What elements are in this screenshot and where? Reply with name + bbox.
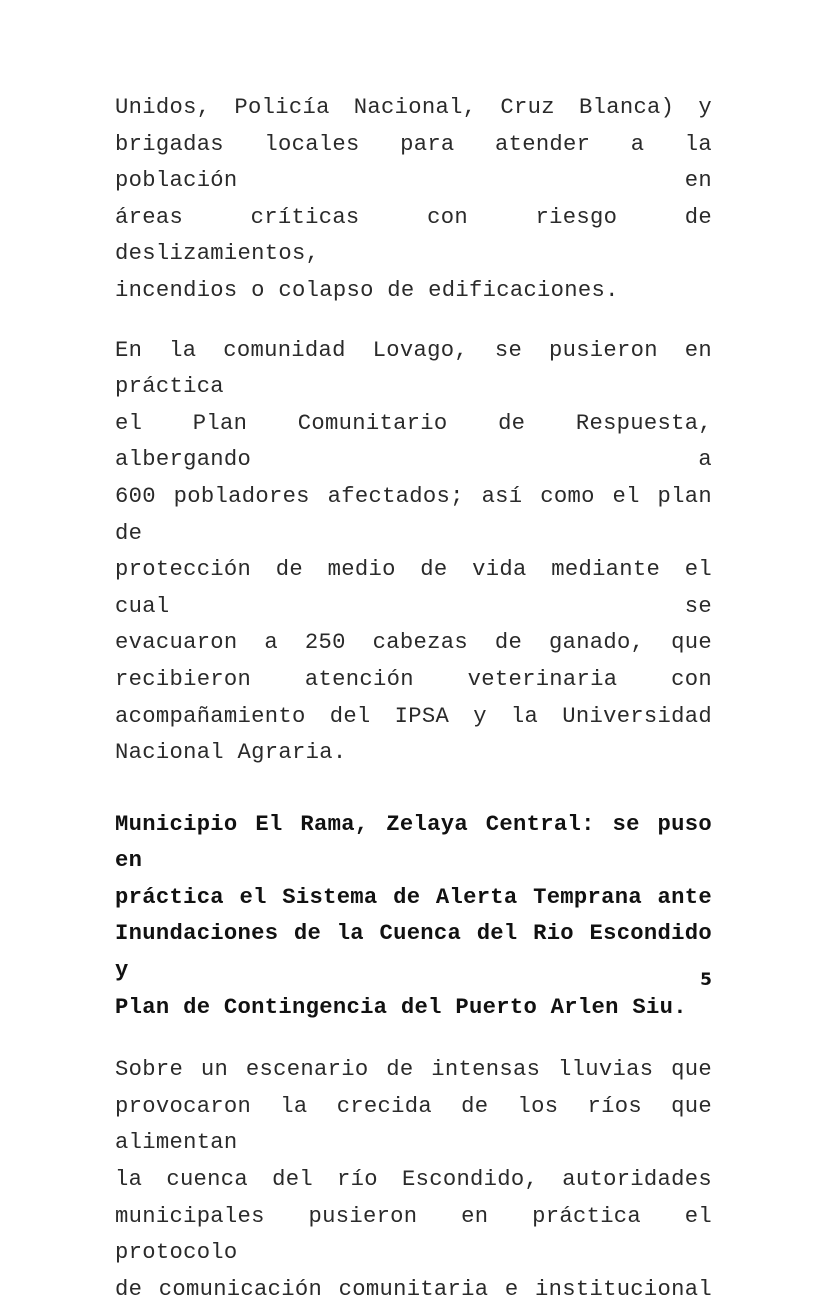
text-line: acompañamiento del IPSA y la Universidad [115,703,712,729]
heading-line: Plan de Contingencia del Puerto Arlen Siu. [115,994,687,1020]
text-line: la cuenca del río Escondido, autoridades [115,1167,712,1193]
text-line: recibieron atención veterinaria con [115,666,712,692]
text-line: áreas críticas con riesgo de deslizamientos, [115,204,712,267]
paragraph-lovago-community [115,333,712,772]
text-line: provocaron la crecida de los ríos que alimentan [115,1093,712,1156]
text-line: de comunicación comunitaria e institucional [115,1276,712,1302]
text-line: Nacional Agraria. [115,740,347,766]
text-line: 600 pobladores afectados; así como el plan de [115,483,712,546]
heading-line: práctica el Sistema de Alerta Temprana ante [115,884,712,910]
paragraph-emergency-brigades [115,90,712,310]
text-line: municipales pusieron en práctica el protocolo [115,1203,712,1266]
heading-line: Inundaciones de la Cuenca del Rio Escondido y [115,921,712,984]
document-page [115,90,712,1308]
text-line: brigadas locales para atender a la población en [115,131,712,194]
text-line: protección de medio de vida mediante el cual se [115,557,712,619]
text-line: En la comunidad Lovago, se pusieron en práctica [115,337,712,400]
page-number: 5 [700,970,712,990]
text-line: el Plan Comunitario de Respuesta, albergando a [115,410,712,473]
paragraph-rio-escondido [115,1052,712,1308]
text-line: Unidos, Policía Nacional, Cruz Blanca) y [115,95,712,120]
section-heading-el-rama [115,807,712,1027]
heading-line: Municipio El Rama, Zelaya Central: se puso en [115,811,712,874]
text-line: incendios o colapso de edificaciones. [115,277,619,303]
text-line: Sobre un escenario de intensas lluvias que [115,1057,712,1083]
text-line: evacuaron a 250 cabezas de ganado, que [115,630,712,656]
